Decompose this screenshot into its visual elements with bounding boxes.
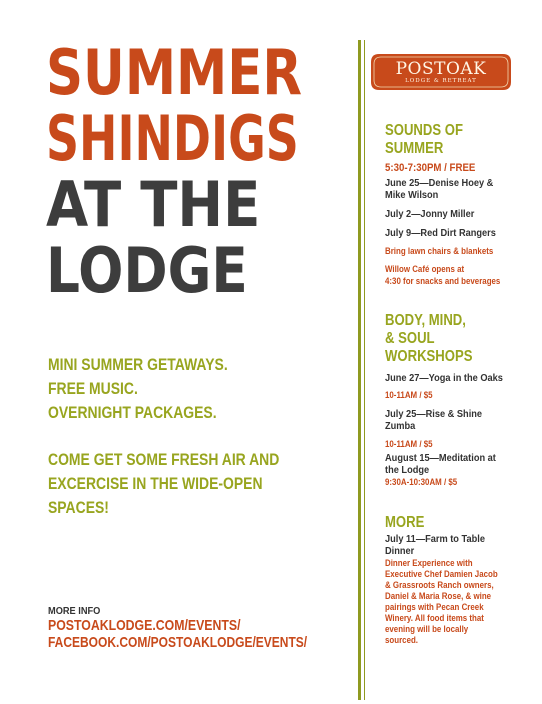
more-desc-7: evening will be locally <box>385 624 469 634</box>
workshop-event-2a: July 25—Rise & Shine <box>385 408 483 420</box>
headline-summer: SUMMER <box>46 36 303 109</box>
invite-line-2: EXCERCISE IN THE WIDE-OPEN <box>48 474 263 493</box>
more-event-1b: Dinner <box>385 545 415 557</box>
headline-shindigs: SHINDIGS <box>46 102 299 175</box>
more-desc-1: Dinner Experience with <box>385 558 473 568</box>
more-info-label: MORE INFO <box>48 605 101 617</box>
logo-name: POSTOAK <box>395 59 487 79</box>
sounds-time: 5:30-7:30PM / FREE <box>385 162 476 174</box>
logo-subtitle: LODGE & RETREAT <box>405 78 477 84</box>
sounds-note-1: Bring lawn chairs & blankets <box>385 246 494 256</box>
sounds-event-1a: June 25—Denise Hoey & <box>385 177 494 189</box>
more-event-1a: July 11—Farm to Table <box>385 533 485 545</box>
sounds-event-2: July 2—Jonny Miller <box>385 208 475 220</box>
headline-lodge: LODGE <box>46 234 248 307</box>
tagline-1: MINI SUMMER GETAWAYS. <box>48 355 228 374</box>
more-desc-6: Winery. All food items that <box>385 613 484 623</box>
more-desc-5: pairings with Pecan Creek <box>385 602 484 612</box>
column-divider <box>358 40 361 700</box>
postoak-logo <box>371 54 511 90</box>
workshops-title-1: BODY, MIND, <box>385 312 466 329</box>
workshop-event-2b: Zumba <box>385 420 416 432</box>
more-desc-8: sourced. <box>385 635 419 645</box>
more-desc-4: Daniel & Maria Rose, & wine <box>385 591 492 601</box>
workshop-event-1: June 27—Yoga in the Oaks <box>385 372 503 384</box>
sounds-note-2a: Willow Café opens at <box>385 264 465 274</box>
workshop-event-3-time: 9:30A-10:30AM / $5 <box>385 477 458 487</box>
link-facebook[interactable]: FACEBOOK.COM/POSTOAKLODGE/EVENTS/ <box>48 634 308 651</box>
invite-line-1: COME GET SOME FRESH AIR AND <box>48 450 280 469</box>
column-divider-thin <box>364 40 365 700</box>
tagline-3: OVERNIGHT PACKAGES. <box>48 403 217 422</box>
invite-line-3: SPACES! <box>48 498 109 517</box>
workshops-title-2: & SOUL <box>385 330 435 347</box>
sounds-event-3: July 9—Red Dirt Rangers <box>385 227 496 239</box>
sounds-title-1: SOUNDS OF <box>385 122 464 139</box>
workshop-event-1-time: 10-11AM / $5 <box>385 390 433 400</box>
more-desc-2: Executive Chef Damien Jacob <box>385 569 498 579</box>
workshops-title-3: WORKSHOPS <box>385 348 473 365</box>
workshop-event-3b: the Lodge <box>385 464 430 476</box>
tagline-2: FREE MUSIC. <box>48 379 138 398</box>
sounds-note-2b: 4:30 for snacks and beverages <box>385 276 501 286</box>
link-events[interactable]: POSTOAKLODGE.COM/EVENTS/ <box>48 617 241 634</box>
workshop-event-3a: August 15—Meditation at <box>385 452 496 464</box>
sounds-title-2: SUMMER <box>385 140 444 157</box>
more-desc-3: & Grassroots Ranch owners, <box>385 580 494 590</box>
workshop-event-2-time: 10-11AM / $5 <box>385 439 433 449</box>
headline-at-the: AT THE <box>46 168 261 241</box>
more-title: MORE <box>385 514 425 531</box>
sounds-event-1b: Mike Wilson <box>385 189 439 201</box>
